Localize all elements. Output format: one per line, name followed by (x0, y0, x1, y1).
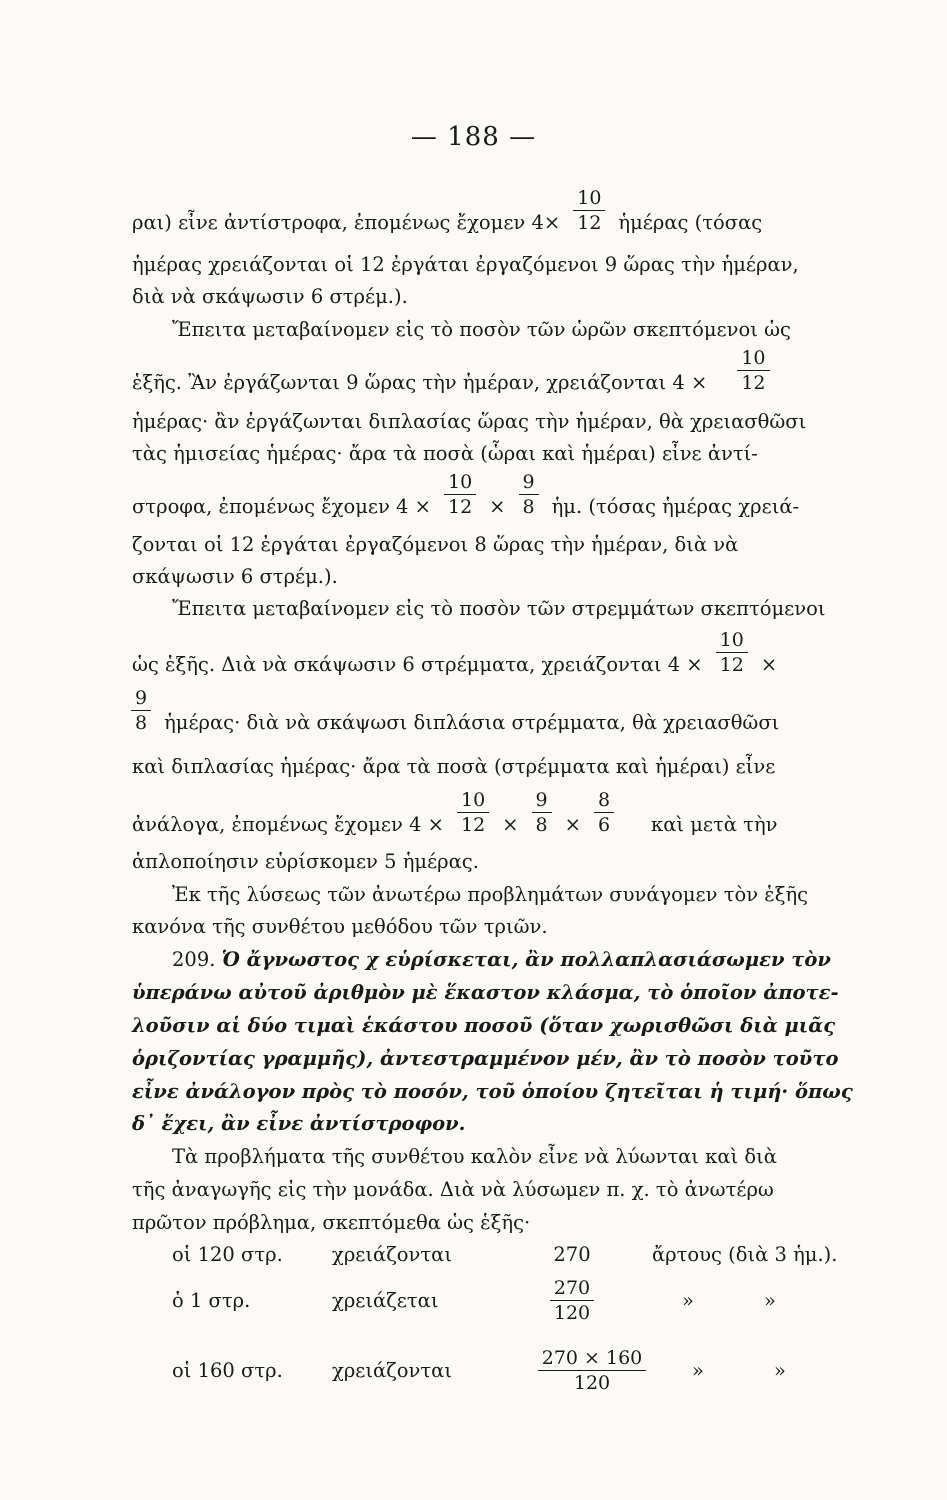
text-line: τῆς ἀναγωγῆς εἰς τὴν μονάδα. Διὰ νὰ λύσωμεν π. χ. τὸ ἀνωτέρω (132, 1178, 774, 1201)
fraction-numerator: 8 (594, 788, 614, 813)
fraction (550, 1276, 594, 1325)
text-segment: × (564, 813, 581, 836)
ditto-mark: » (763, 1288, 776, 1312)
table-row (172, 1276, 902, 1325)
fraction (444, 470, 476, 519)
text-segment: × (502, 813, 519, 836)
text-line (132, 470, 902, 519)
table-cell: οἱ 120 στρ. (172, 1243, 283, 1266)
text-line (128, 686, 898, 735)
text-line: λοῦσιν αἱ δύο τιμαὶ ἑκάστου ποσοῦ (ὅταν χωρισθῶσι διὰ μιᾶς (132, 1014, 836, 1037)
fraction-numerator: 270 × 160 (538, 1346, 647, 1371)
fraction-numerator: 10 (444, 470, 476, 495)
text-segment: ὡς ἑξῆς. Διὰ νὰ σκάψωσιν 6 στρέμματα, χρειάζονται 4 × (132, 653, 703, 676)
text-segment: στροφα, ἐπομένως ἔχομεν 4 × (132, 495, 431, 518)
fraction-numerator: 10 (716, 628, 748, 653)
fraction (519, 470, 539, 519)
text-segment: ἀνάλογα, ἐπομένως ἔχομεν 4 × (132, 813, 444, 836)
fraction-numerator: 270 (550, 1276, 594, 1301)
fraction-denominator: 120 (573, 1372, 611, 1394)
text-line: εἶνε ἀνάλογον πρὸς τὸ ποσόν, τοῦ ὁποίου ζητεῖται ἡ τιμή· ὅπως (132, 1080, 853, 1103)
fraction-denominator: 12 (719, 654, 744, 676)
text-line (132, 186, 902, 235)
fraction-numerator: 9 (131, 686, 151, 711)
text-line: ζονται οἱ 12 ἐργάται ἐργαζόμενοι 8 ὥρας τὴν ἡμέραν, διὰ νὰ (132, 533, 739, 556)
fraction-denominator: 8 (135, 712, 148, 734)
text-segment: × (760, 653, 778, 676)
fraction (716, 628, 748, 677)
text-segment: καὶ μετὰ τὴν (651, 813, 778, 836)
fraction-numerator: 10 (457, 788, 489, 813)
table-cell: χρειάζονται (332, 1243, 452, 1266)
text-line: Ἔπειτα μεταβαίνομεν εἰς τὸ ποσὸν τῶν ὡρῶν σκεπτόμενοι ὡς (172, 318, 791, 341)
fraction (457, 788, 489, 837)
text-segment: ἑξῆς. Ἂν ἐργάζωνται 9 ὥρας τὴν ἡμέραν, χρειάζονται 4 × (132, 371, 708, 394)
text-line: δ᾽ ἔχει, ἂν εἶνε ἀντίστροφον. (132, 1112, 466, 1135)
table-cell: χρειάζονται (332, 1358, 452, 1382)
text-segment: ἡμέρας (τόσας (618, 211, 763, 234)
table-cell: 270 (553, 1243, 591, 1266)
fraction-numerator: 10 (573, 186, 605, 211)
table-cell (492, 1276, 652, 1325)
table-row (172, 1346, 902, 1395)
text-line: ἡμέρας χρειάζονται οἱ 12 ἐργάται ἐργαζόμενοι 9 ὥρας τὴν ἡμέραν, (132, 253, 799, 276)
table-cell (692, 1359, 892, 1383)
fraction-denominator: 12 (460, 814, 486, 836)
text-line (132, 346, 902, 395)
text-segment: ραι) εἶνε ἀντίστροφα, ἐπομένως ἔχομεν 4× (132, 211, 561, 234)
table-row (172, 1243, 902, 1267)
ditto-mark: » (692, 1358, 704, 1382)
text-line (172, 948, 902, 972)
table-cell: οἱ 160 στρ. (172, 1358, 283, 1382)
fraction-denominator: 8 (535, 814, 548, 836)
table-cell (652, 1289, 882, 1313)
text-line: ἡμέρας· ἂν ἐργάζωνται διπλασίας ὥρας τὴν ἡμέραν, θὰ χρειασθῶσι (132, 410, 807, 433)
text-segment: × (489, 495, 506, 518)
text-line: πρῶτον πρόβλημα, σκεπτόμεθα ὡς ἑξῆς· (132, 1211, 531, 1234)
text-segment: Ὁ ἄγνωστος χ εὑρίσκεται, ἂν πολλαπλασιάσωμεν τὸν (221, 948, 831, 971)
text-segment: ἡμ. (τόσας ἡμέρας χρειά- (551, 495, 800, 518)
fraction-numerator: 9 (519, 470, 539, 495)
text-line: κανόνα τῆς συνθέτου μεθόδου τῶν τριῶν. (132, 915, 548, 938)
fraction (737, 346, 769, 395)
text-line: ἁπλοποίησιν εὑρίσκομεν 5 ἡμέρας. (132, 850, 479, 873)
fraction-denominator: 8 (522, 496, 535, 518)
ditto-mark: » (773, 1358, 786, 1382)
text-line: Τὰ προβλήματα τῆς συνθέτου καλὸν εἶνε νὰ λύωνται καὶ διὰ (172, 1145, 777, 1168)
fraction-denominator: 12 (741, 372, 766, 394)
text-line: Ἐκ τῆς λύσεως τῶν ἀνωτέρω προβλημάτων συνάγομεν τὸν ἑξῆς (172, 883, 809, 906)
section-number: 209. (172, 948, 222, 971)
text-line: τὰς ἡμισείας ἡμέρας· ἄρα τὰ ποσὰ (ὧραι καὶ ἡμέραι) εἶνε ἀντί- (132, 442, 758, 465)
text-segment: ἡμέρας· διὰ νὰ σκάψωσι διπλάσια στρέμματα, θὰ χρειασθῶσι (164, 711, 780, 734)
table-cell: χρειάζεται (332, 1288, 439, 1312)
ditto-mark: » (682, 1288, 694, 1312)
text-line: διὰ νὰ σκάψωσιν 6 στρέμ.). (132, 285, 408, 308)
text-line (132, 628, 902, 677)
table-cell: ἄρτους (διὰ 3 ἡμ.). (652, 1243, 838, 1266)
fraction-numerator: 9 (532, 788, 552, 813)
fraction (573, 186, 605, 235)
fraction-denominator: 6 (597, 814, 611, 836)
table-cell: ὁ 1 στρ. (172, 1288, 251, 1312)
text-line: καὶ διπλασίας ἡμέρας· ἄρα τὰ ποσὰ (στρέμματα καὶ ἡμέραι) εἶνε (132, 755, 776, 778)
fraction-denominator: 12 (577, 212, 602, 234)
text-line: ὁριζοντίας γραμμῆς), ἀντεστραμμένον μέν, ἂν τὸ ποσὸν τοῦτο (132, 1047, 839, 1070)
fraction (594, 788, 614, 837)
text-line: ὑπεράνω αὐτοῦ ἀριθμὸν μὲ ἕκαστον κλάσμα, τὸ ὁποῖον ἀποτε- (132, 981, 839, 1004)
fraction (532, 788, 552, 837)
page-number: — 188 — (410, 122, 537, 152)
text-line: Ἔπειτα μεταβαίνομεν εἰς τὸ ποσὸν τῶν στρεμμάτων σκεπτόμενοι (172, 597, 826, 620)
fraction-numerator: 10 (737, 346, 769, 371)
text-line (132, 788, 902, 837)
fraction-denominator: 120 (553, 1302, 591, 1324)
fraction (131, 686, 151, 735)
table-cell (492, 1346, 692, 1395)
text-line: σκάψωσιν 6 στρέμ.). (132, 565, 338, 588)
fraction-denominator: 12 (447, 496, 473, 518)
fraction (538, 1346, 647, 1395)
